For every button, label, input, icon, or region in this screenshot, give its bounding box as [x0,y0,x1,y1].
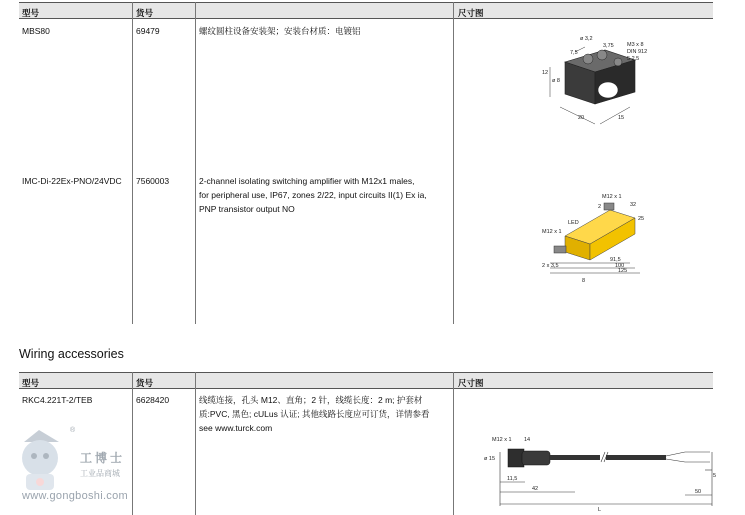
connector-icon [604,203,614,210]
connector-icon [554,246,566,253]
dim-label: 5 [713,473,717,479]
dim-label: ø 8 [552,78,560,84]
row-model: IMC-Di-22Ex-PNO/24VDC [22,176,122,186]
dim-label: M12 x 1 [542,229,562,235]
dim-label: DIN 912 [627,49,648,55]
row-id: 6628420 [136,395,170,405]
desc-line: PNP transistor output NO [199,204,295,214]
screw-icon [597,50,607,60]
dim-label: 25 [638,216,645,222]
table-header [19,372,713,389]
screw-icon [583,54,593,64]
dim-label: 100 [615,263,625,269]
watermark-name: 工博士 [80,451,126,465]
dim-label: 3,75 [603,43,614,49]
row-description [199,393,454,435]
header-model: 型号 [22,8,40,18]
dim-label: M12 x 1 [602,194,622,200]
row-id: 69479 [136,26,160,36]
cable [550,455,600,460]
dim-label: 5 2,5 [627,56,640,62]
dim-label: 14 [524,437,531,443]
dim-label: M12 x 1 [492,437,512,443]
row-description [199,174,454,216]
dim-label: 32 [630,202,637,208]
connector-icon [508,449,524,467]
dim-label: M3 x 8 [627,42,644,48]
column-divider [132,2,133,324]
dim-label: LED [568,220,579,226]
dim-label: 7,5 [570,50,578,56]
desc-line: 2-channel isolating switching amplifier with M12x1 males, [199,176,415,186]
desc-line: for peripheral use, IP67, zones 2/22, input circuits II(1) Ex ia, [199,190,427,200]
dim-label: 11,5 [507,476,518,482]
dim-label: 2 x 3,5 [542,263,559,269]
header-id: 货号 [136,8,154,18]
row-model: RKC4.221T-2/TEB [22,395,93,405]
dim-label: 91,5 [610,257,621,263]
dim-label: 125 [618,268,628,274]
section-title: Wiring accessories [19,347,124,361]
header-model: 型号 [22,378,40,388]
column-divider [195,2,196,324]
connector-body [522,451,550,465]
dim-label: 20 [578,115,585,121]
dim-label: 50 [695,489,702,495]
imc-drawing [530,188,670,288]
screw-icon [614,58,622,66]
desc-line: 质:PVC, 黑色; cULus 认证; 其他线路长度应可订货，详情参看 [199,409,430,419]
row-model: MBS80 [22,26,50,36]
desc-line: 螺纹圆柱设备安装架；安装台材质：电镀铝 [199,26,361,36]
cable-drawing [480,432,720,512]
dim-label: 15 [618,115,625,121]
cable [606,455,666,460]
header-dimension: 尺寸图 [458,8,484,18]
dim-label: ø 3,2 [580,36,593,42]
registered-mark: ® [70,427,76,434]
dim-label: 8 [582,278,586,284]
dim-label: ø 15 [484,456,496,462]
desc-line: see www.turck.com [199,423,273,433]
header-dimension: 尺寸图 [458,378,484,388]
row-id: 7560003 [136,176,170,186]
watermark-url: www.gongboshi.com [22,490,128,502]
dim-label: 2 [598,204,602,210]
column-divider [195,372,196,515]
mbs80-drawing [530,32,670,132]
dim-label: 42 [532,486,539,492]
column-divider [453,2,454,324]
table-header [19,2,713,19]
header-id: 货号 [136,378,154,388]
watermark-subtitle: 工业品商城 [80,469,120,478]
row-description [199,24,454,38]
desc-line: 线缆连接，孔头 M12、直角；2 针，线缆长度：2 m; 护套材 [199,395,423,405]
bore-hole [598,82,618,98]
dim-label: 12 [542,70,549,76]
dim-label: L [598,507,602,512]
